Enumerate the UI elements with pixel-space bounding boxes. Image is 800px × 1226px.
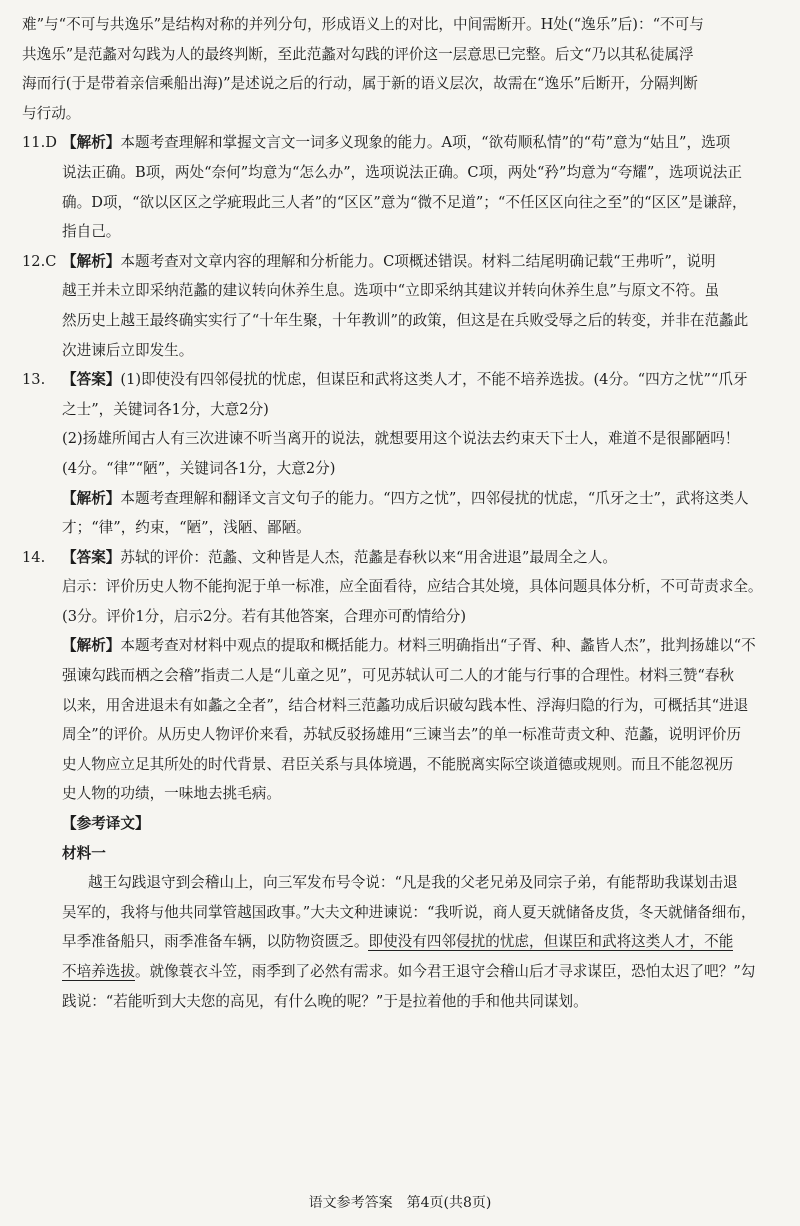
text-line: 本题考查对材料中观点的提取和概括能力。材料三明确指出“子胥、种、蠡皆人杰”，批判扬雄以“不 (120, 637, 756, 655)
text-line: 启示：评价历史人物不能拘泥于单一标准，应全面看待，应结合其处境，具体问题具体分析，不可苛责求全。 (62, 578, 763, 596)
text-line: 早季准备船只，雨季准备车辆，以防物资匮乏。 (62, 933, 369, 951)
text-line: 才；“律”，约束，“陋”，浅陋、鄙陋。 (62, 519, 311, 537)
question-11 (22, 128, 772, 246)
question-number: 12.C (22, 252, 57, 270)
text-line: 本题考查理解和掌握文言文一词多义现象的能力。A项，“欲苟顺私情”的“苟”意为“姑且”，选项 (120, 134, 731, 152)
text-line: 之士”，关键词各1分，大意2分) (62, 400, 269, 418)
text-line: 确。D项，“欲以区区之学疵瑕此三人者”的“区区”意为“微不足道”；“不任区区向往之至”的“区区”是谦辞， (62, 193, 747, 211)
answer-label: 【答案】 (62, 371, 121, 389)
analysis-label: 【解析】 (62, 489, 121, 507)
text-line: 强谏勾践而栖之会稽”指责二人是“儿童之见”，可见苏轼认可二人的才能与行事的合理性。材料三赞“春秋 (62, 667, 734, 685)
text-line: 越王勾践退守到会稽山上，向三军发布号令说：“凡是我的父老兄弟及同宗子弟，有能帮助我谋划击退 (88, 874, 738, 892)
answer-label: 【答案】 (62, 548, 121, 566)
question-number: 13. (22, 371, 46, 389)
text-line: (1)即使没有四邻侵扰的忧虑，但谋臣和武将这类人才，不能不培养选拔。(4分。“四方之忧”“爪牙 (120, 371, 748, 389)
text-line: 吴军的，我将与他共同掌管越国政事。”大夫文种进谏说：“我听说，商人夏天就储备皮货，冬天就储备细布， (62, 903, 756, 921)
text-line: (4分。“律”“陋”，关键词各1分，大意2分) (62, 459, 336, 477)
text-line: 海而行(于是带着亲信乘船出海)”是述说之后的行动，属于新的语义层次，故需在“逸乐”后断开，分隔判断 (22, 75, 698, 93)
text-line: (3分。评价1分，启示2分。若有其他答案，合理亦可酌情给分) (62, 607, 467, 625)
text-line: 。就像蓑衣斗笠，雨季到了必然有需求。如今君王退守会稽山后才寻求谋臣，恐怕太迟了吧？”勾 (134, 963, 756, 980)
text-line: 践说：“若能听到大夫您的高见，有什么晚的呢？”于是拉着他的手和他共同谋划。 (62, 992, 588, 1010)
material-title: 材料一 (62, 844, 106, 862)
text-line: 本题考查理解和翻译文言文句子的能力。“四方之忧”，四邻侵扰的忧虑，“爪牙之士”，武将这类人 (120, 489, 749, 507)
text-line: 说法正确。B项，两处“奈何”均意为“怎么办”，选项说法正确。C项，两处“矜”均意为“夸耀”，选项说法正 (62, 163, 742, 181)
text-line: 周全”的评价。从历史人物评价来看，苏轼反驳扬雄用“三谏当去”的单一标准苛责文种、范蠡，说明评价历 (62, 726, 742, 744)
question-13 (22, 365, 772, 543)
text-line: (2)扬雄所闻古人有三次进谏不听当离开的说法，就想要用这个说法去约束天下士人，难道不是很鄙陋吗！ (62, 430, 740, 448)
text-line: 史人物应立足其所处的时代背景、君臣关系与具体境遇，不能脱离实际空谈道德或规则。而且不能忽视历 (62, 755, 734, 773)
text-line: 史人物的功绩，一味地去挑毛病。 (62, 785, 281, 803)
text-line: 苏轼的评价：范蠡、文种皆是人杰，范蠡是春秋以来“用舍进退”最周全之人。 (120, 548, 617, 566)
analysis-label: 【解析】 (62, 134, 121, 152)
reference-translation (22, 809, 772, 1016)
page-footer: 语文参考答案 第4页(共8页) (308, 1195, 492, 1211)
underlined-text: 即使没有四邻侵扰的忧虑，但谋臣和武将这类人才，不能 (368, 933, 734, 951)
analysis-label: 【解析】 (62, 252, 121, 270)
question-12 (22, 247, 772, 365)
text-line: 与行动。 (22, 104, 81, 122)
text-line: 本题考查对文章内容的理解和分析能力。C项概述错误。材料二结尾明确记载“王弗听”，说明 (120, 252, 716, 270)
translation-heading: 【参考译文】 (62, 815, 150, 833)
question-14 (22, 543, 772, 809)
question-number: 11.D (22, 134, 57, 152)
text-line: 次进谏后立即发生。 (62, 341, 194, 359)
text-line: 以来，用舍进退未有如蠡之全者”，结合材料三范蠡功成后识破勾践本性、浮海归隐的行为，可概括其“进退 (62, 696, 749, 714)
underlined-text: 不培养选拔 (62, 963, 135, 980)
text-line: 然历史上越王最终确实实行了“十年生聚，十年教训”的政策，但这是在兵败受辱之后的转变，并非在范蠡此 (62, 311, 749, 329)
analysis-label: 【解析】 (62, 637, 121, 655)
text-line: 指自己。 (62, 223, 121, 241)
text-line: 越王并未立即采纳范蠡的建议转向休养生息。选项中“立即采纳其建议并转向休养生息”与原文不符。虽 (62, 282, 720, 300)
text-line: 共逸乐”是范蠡对勾践为人的最终判断，至此范蠡对勾践的评价这一层意思已完整。后文“乃以其私徒属浮 (22, 45, 694, 63)
question-number: 14. (22, 548, 46, 566)
text-line: 难”与“不可与共逸乐”是结构对称的并列分句，形成语义上的对比，中间需断开。H处(“逸乐”后)：“不可与 (22, 16, 704, 33)
continued-paragraph (22, 10, 772, 128)
